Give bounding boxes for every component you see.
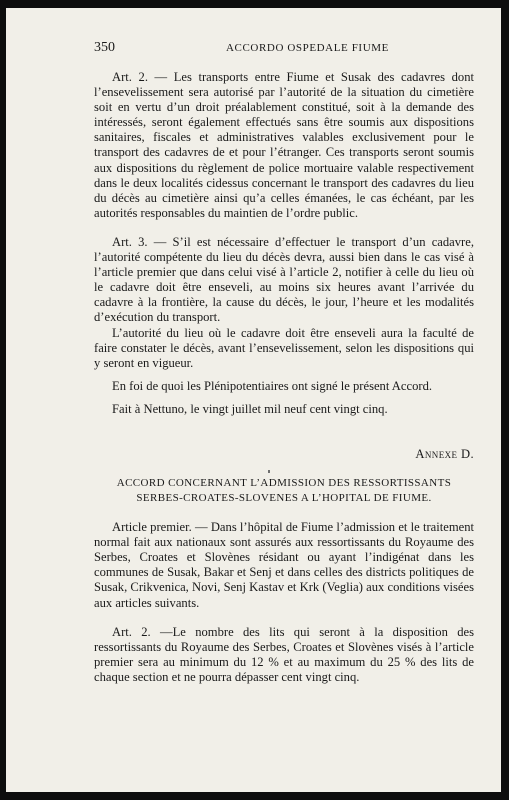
paragraph-fait-a-nettuno: Fait à Nettuno, le vingt juillet mil neuf cent vingt cinq. (112, 401, 388, 416)
page-number: 350 (94, 40, 115, 55)
section-heading (94, 476, 474, 506)
running-head: ACCORDO OSPEDALE FIUME (226, 42, 389, 54)
page-header (94, 40, 474, 60)
paragraph-autorite: L’autorité du lieu où le cadavre doit être enseveli aura la faculté de faire constater le décès, avant l’ensevelissement, selon les dispositions qui y seront en vigueur. (94, 325, 474, 370)
scan-speck (268, 470, 270, 473)
paragraph-en-foi: En foi de quoi les Plénipotentiaires ont signé le présent Accord. (112, 378, 433, 393)
section-heading-line-1: ACCORD CONCERNANT L’ADMISSION DES RESSORTISSANTS (116, 477, 452, 490)
book-page (6, 8, 501, 792)
section-heading-line-2: SERBES-CROATES-SLOVENES A L’HOPITAL DE FIUME. (136, 492, 432, 505)
paragraph-article-premier: Article premier. — Dans l’hôpital de Fiume l’admission et le traitement normal fait aux nationaux sont assurés aux ressortissants du Royaume des Serbes, Croates et Slovènes résidant ou ayant l’indigénat dans les communes de Susak, Bakar et Senj et dans celles des districts politiques de Susak, Crikvenica, Novi, Senj Kastav et Krk (Veglia) aux conditions visées aux articles suivants. (94, 520, 474, 610)
paragraph-art-3-notification: Art. 3. — S’il est nécessaire d’effectuer le transport d’un cadavre, l’autorité compétente du lieu du décès devra, aussi bien dans le cas visé à l’article premier que dans celui visé à l’article 2, notifier à celle du lieu où le cadavre doit être enseveli, au moins six heures avant l’arrivée du cadavre à la frontière, la cause du décès, le jour, l’heure et les modalités d’exécution du transport. (94, 234, 474, 325)
paragraph-art-2-lits: Art. 2. —Le nombre des lits qui seront à la disposition des ressortissants du Royaume des Serbes, Croates et Slovènes visés à l’article premier sera au minimum du 12 % et au maximum du 25 % des lits de chaque section et ne pourra dépasser cent vingt cinq. (94, 624, 474, 684)
paragraph-art-2-transports: Art. 2. — Les transports entre Fiume et Susak des cadavres dont l’ensevelissement sera autorisé par l’autorité de la situation du cimetière soit en vertu d’un droit préalablement constitué, soit à la demande des intéressés, seront également effectués sans être soumis aux dispositions sanitaires, fiscales et administratives valables exclusivement pour le transport des cadavres de et pour l’étranger. Ces transports seront soumis aux dispositions du règlement de police mortuaire valable respectivement dans le deux localités cidessus concernant le transport des cadavres du lieu du décès au cimetière ainsi qu’a celles émanées, le cas échéant, par les autorités responsables du maintien de l’ordre public. (94, 70, 474, 220)
annex-label: Annexe D. (415, 446, 474, 461)
page-body (94, 70, 474, 685)
